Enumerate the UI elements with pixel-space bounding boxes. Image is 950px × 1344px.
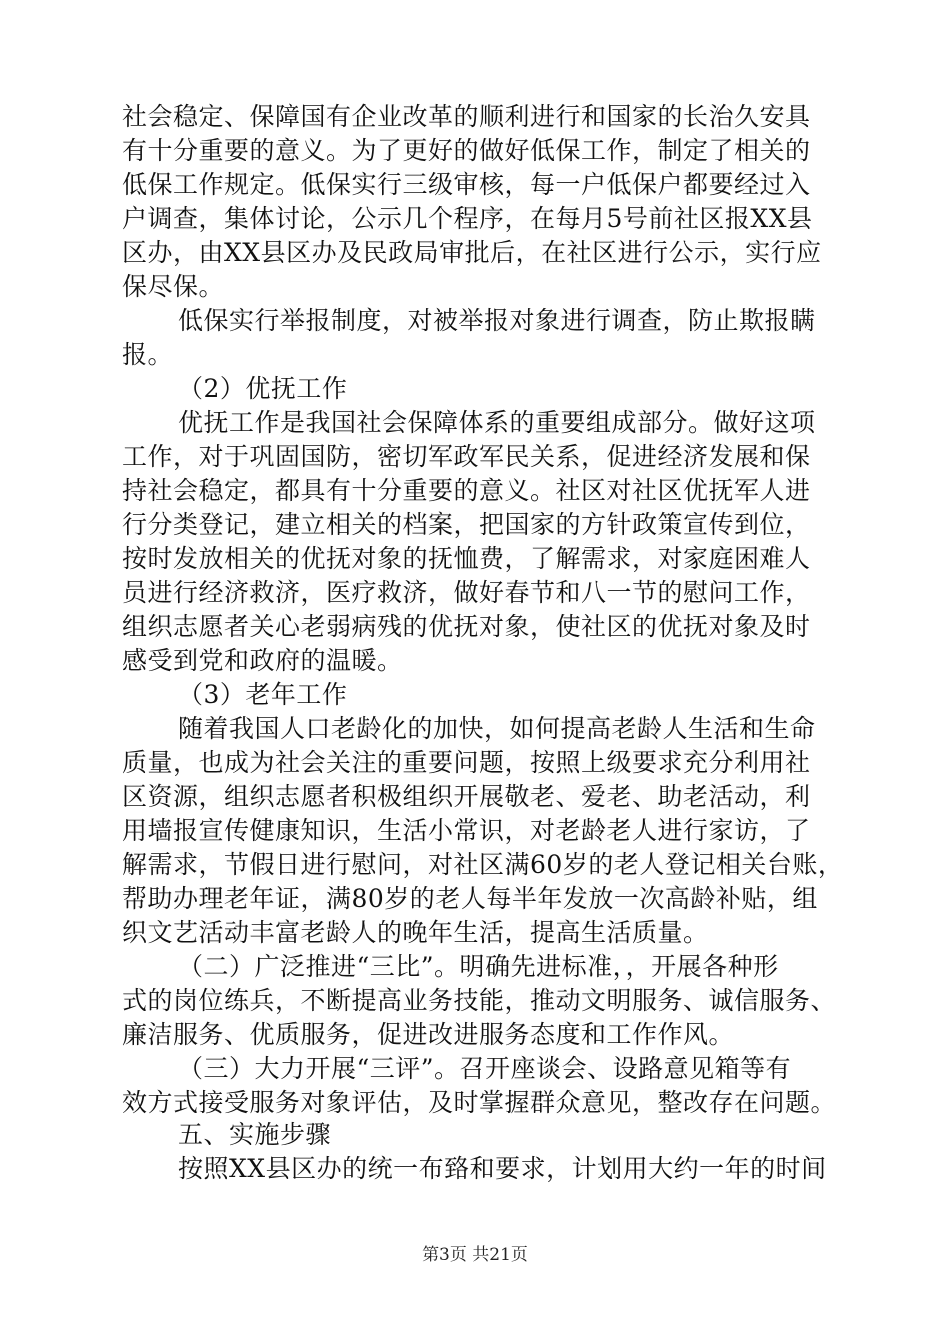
text-line: 员进行经济救济，医疗救济，做好春节和八一节的慰问工作， xyxy=(122,578,811,607)
section-heading: （3）老年工作 xyxy=(178,680,348,709)
section-heading: （2）优抚工作 xyxy=(178,374,348,403)
text-line: 按照XX县区办的统一布臵和要求，计划用大约一年的时间 xyxy=(178,1154,827,1183)
text-line: 按时发放相关的优抚对象的抚恤费，了解需求，对家庭困难人 xyxy=(122,544,811,573)
text-line: 优抚工作是我国社会保障体系的重要组成部分。做好这项 xyxy=(178,408,816,437)
text-line: 组织志愿者关心老弱病残的优抚对象，使社区的优抚对象及时 xyxy=(122,612,811,641)
text-line: 帮助办理老年证，满80岁的老人每半年发放一次高龄补贴，组 xyxy=(122,884,818,913)
text-line: 效方式接受服务对象评估，及时掌握群众意见，整改存在问题。 xyxy=(122,1088,837,1117)
section-heading: 五、实施步骤 xyxy=(178,1120,332,1149)
text-line: 户调查，集体讨论，公示几个程序，在每月5号前社区报XX县 xyxy=(122,204,813,233)
text-line: 低保实行举报制度，对被举报对象进行调查，防止欺报瞒 xyxy=(178,306,816,335)
text-line: 工作，对于巩固国防，密切军政军民关系，促进经济发展和保 xyxy=(122,442,811,471)
text-line: 持社会稳定，都具有十分重要的意义。社区对社区优抚军人进 xyxy=(122,476,811,505)
text-line: 式的岗位练兵，不断提高业务技能，推动文明服务、诚信服务、 xyxy=(122,986,837,1015)
page-footer: 第3页 共21页 xyxy=(422,1245,528,1265)
text-line: 用墙报宣传健康知识，生活小常识，对老龄老人进行家访，了 xyxy=(122,816,811,845)
text-line: 随着我国人口老龄化的加快，如何提高老龄人生活和生命 xyxy=(178,714,816,743)
text-line: 保尽保。 xyxy=(122,272,225,301)
text-line: 行分类登记，建立相关的档案，把国家的方针政策宣传到位， xyxy=(122,510,811,539)
text-line: 解需求，节假日进行慰问，对社区满60岁的老人登记相关台账， xyxy=(122,850,844,879)
text-line: （二）广泛推进“三比”。明确先进标准，，开展各种形 xyxy=(178,952,779,981)
text-line: 感受到党和政府的温暖。 xyxy=(122,646,403,675)
text-line: （三）大力开展“三评”。召开座谈会、设路意见箱等有 xyxy=(178,1054,792,1083)
text-line: 区办，由XX县区办及民政局审批后，在社区进行公示，实行应 xyxy=(122,238,822,267)
text-line: 社会稳定、保障国有企业改革的顺利进行和国家的长治久安具 xyxy=(122,102,811,131)
text-line: 低保工作规定。低保实行三级审核，每一户低保户都要经过入 xyxy=(122,170,811,199)
text-line: 廉洁服务、优质服务，促进改进服务态度和工作作风。 xyxy=(122,1020,735,1049)
text-line: 质量，也成为社会关注的重要问题，按照上级要求充分利用社 xyxy=(122,748,811,777)
text-line: 织文艺活动丰富老龄人的晚年生活，提高生活质量。 xyxy=(122,918,709,947)
text-line: 区资源，组织志愿者积极组织开展敬老、爱老、助老活动，利 xyxy=(122,782,811,811)
text-line: 报。 xyxy=(122,340,174,369)
text-line: 有十分重要的意义。为了更好的做好低保工作，制定了相关的 xyxy=(122,136,811,165)
